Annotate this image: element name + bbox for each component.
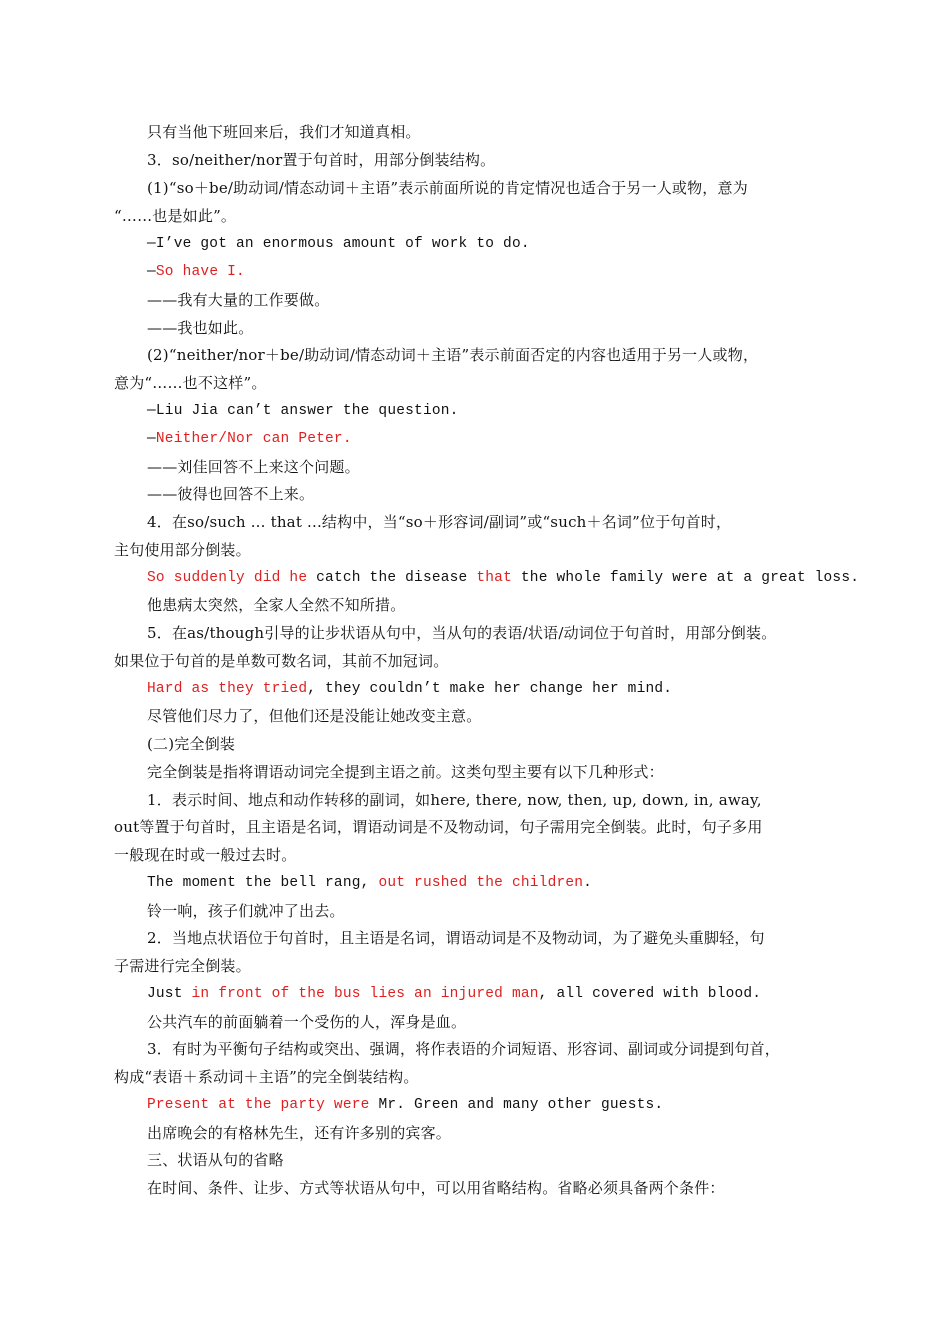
text-line: 一般现在时或一般过去时。: [114, 846, 297, 864]
text-line: 2．当地点状语位于句首时，且主语是名词，谓语动词是不及物动词，为了避免头重脚轻，句: [147, 929, 765, 947]
text-line: 主句使用部分倒装。: [114, 541, 251, 559]
highlighted-text: Neither/Nor can Peter.: [155, 431, 352, 447]
plain-text: catch the disease: [307, 570, 477, 586]
example-translation: 出席晚会的有格林先生，还有许多别的宾客。: [147, 1124, 452, 1142]
example-translation: ——我有大量的工作要做。: [147, 291, 330, 309]
example-english: —I’ve got an enormous amount of work to do.: [147, 236, 530, 252]
plain-text: Just: [147, 986, 192, 1002]
example-translation: 尽管他们尽力了，但他们还是没能让她改变主意。: [147, 707, 482, 725]
text-line: 5．在as/though引导的让步状语从句中，当从句的表语/状语/动词位于句首时，用部分倒装。: [147, 624, 777, 642]
example-english: —Liu Jia can’t answer the question.: [147, 403, 459, 419]
example-english: —So have I.: [147, 264, 245, 280]
text-line: 只有当他下班回来后，我们才知道真相。: [147, 123, 421, 141]
example-english: [147, 873, 592, 893]
text-line: “……也是如此”。: [114, 207, 237, 225]
highlighted-text: So suddenly did he: [147, 570, 308, 586]
plain-text: , they couldn’t make her change her mind.: [307, 681, 673, 697]
example-translation: ——刘佳回答不上来这个问题。: [147, 458, 360, 476]
text-line: 3．有时为平衡句子结构或突出、强调，将作表语的介词短语、形容词、副词或分词提到句首，: [147, 1040, 780, 1058]
example-english: [147, 984, 761, 1004]
highlighted-text: that: [476, 570, 512, 586]
example-translation: ——我也如此。: [147, 319, 254, 337]
example-translation: ——彼得也回答不上来。: [147, 485, 315, 503]
text-line: (1)“so＋be/助动词/情态动词＋主语”表示前面所说的肯定情况也适合于另一人或物，意为: [147, 179, 748, 197]
highlighted-text: out rushed the children: [378, 875, 584, 891]
text-line: 1．表示时间、地点和动作转移的副词，如here, there, now, then, up, down, in, away,: [147, 791, 762, 809]
plain-text: , all covered with blood.: [538, 986, 762, 1002]
text-line: 完全倒装是指将谓语动词完全提到主语之前。这类句型主要有以下几种形式：: [147, 763, 664, 781]
highlighted-text: Hard as they tried: [147, 681, 308, 697]
text-line: 3．so/neither/nor置于句首时，用部分倒装结构。: [147, 151, 496, 169]
text-line: 子需进行完全倒装。: [114, 957, 251, 975]
text-line: 在时间、条件、让步、方式等状语从句中，可以用省略结构。省略必须具备两个条件：: [147, 1179, 725, 1197]
example-translation: 公共汽车的前面躺着一个受伤的人，浑身是血。: [147, 1013, 467, 1031]
text-line: 意为“……也不这样”。: [114, 374, 267, 392]
example-translation: 他患病太突然，全家人全然不知所措。: [147, 596, 406, 614]
plain-text: .: [583, 875, 593, 891]
plain-text: The moment the bell rang,: [147, 875, 379, 891]
highlighted-text: Present at the party were: [147, 1097, 370, 1113]
section-heading: (二)完全倒装: [147, 735, 236, 753]
example-translation: 铃一响，孩子们就冲了出去。: [147, 902, 345, 920]
example-english: [147, 1095, 663, 1115]
text-line: out等置于句首时，且主语是名词，谓语动词是不及物动词，句子需用完全倒装。此时，句子多用: [114, 818, 763, 836]
highlighted-text: in front of the bus lies an injured man: [191, 986, 539, 1002]
highlighted-text: So have I.: [155, 264, 245, 280]
example-english: [147, 568, 859, 588]
plain-text: Mr. Green and many other guests.: [369, 1097, 664, 1113]
text-line: (2)“neither/nor＋be/助动词/情态动词＋主语”表示前面否定的内容也适用于另一人或物，: [147, 346, 759, 364]
plain-text: the whole family were at a great loss.: [511, 570, 860, 586]
section-heading: 三、状语从句的省略: [147, 1151, 284, 1169]
text-line: 构成“表语＋系动词＋主语”的完全倒装结构。: [114, 1068, 419, 1086]
example-english: —Neither/Nor can Peter.: [147, 431, 352, 447]
example-english: [147, 679, 672, 699]
text-line: 4．在so/such ... that ...结构中，当“so＋形容词/副词”或“such＋名词”位于句首时，: [147, 513, 732, 531]
text-line: 如果位于句首的是单数可数名词，其前不加冠词。: [114, 652, 449, 670]
